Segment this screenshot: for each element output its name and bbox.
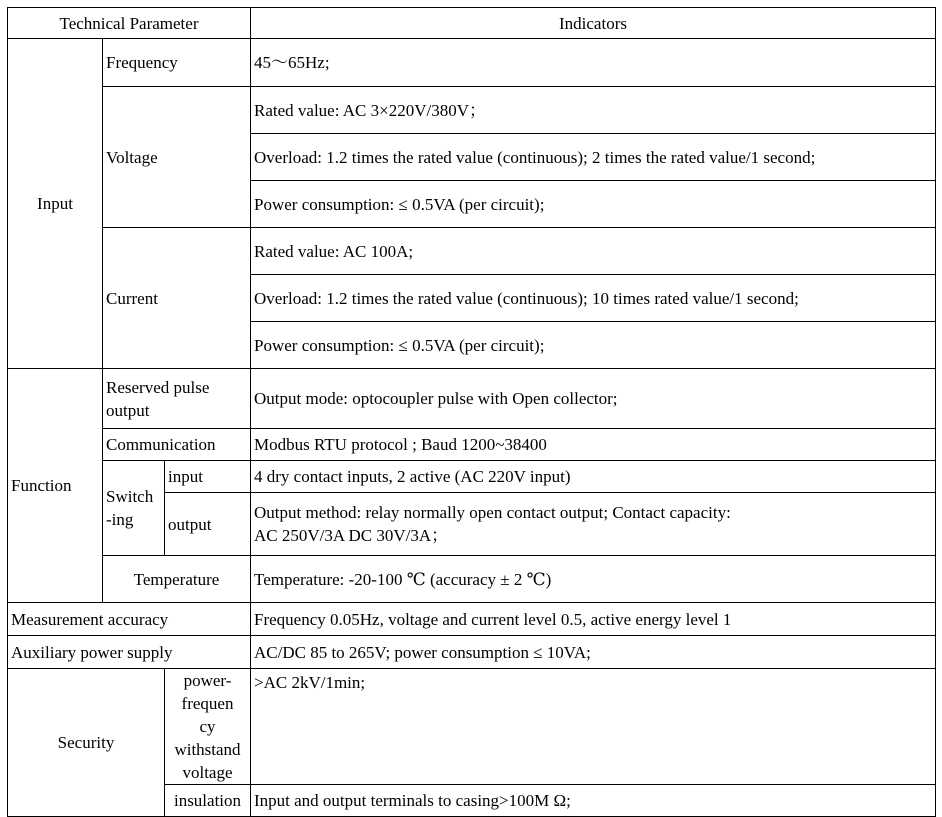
table-row <box>8 429 936 461</box>
measurement-accuracy-value: Frequency 0.05Hz, voltage and current level 0.5, active energy level 1 <box>251 603 936 636</box>
communication-label: Communication <box>103 429 251 461</box>
table-row <box>8 556 936 603</box>
voltage-overload-value: Overload: 1.2 times the rated value (continuous); 2 times the rated value/1 second; <box>251 134 936 181</box>
switching-output-value-line1: Output method: relay normally open contact output; Contact capacity: <box>254 503 731 522</box>
switching-output-value <box>251 493 936 556</box>
frequency-label: Frequency <box>103 39 251 87</box>
measurement-accuracy-label: Measurement accuracy <box>8 603 251 636</box>
temperature-label: Temperature <box>103 556 251 603</box>
withstand-voltage-value: >AC 2kV/1min; <box>251 669 936 785</box>
current-overload-value: Overload: 1.2 times the rated value (continuous); 10 times rated value/1 second; <box>251 275 936 322</box>
switching-label-line2: -ing <box>106 510 134 529</box>
insulation-value: Input and output terminals to casing>100M Ω; <box>251 785 936 817</box>
pulse-output-label-line1: Reserved pulse <box>106 377 210 397</box>
switching-output-label: output <box>165 493 251 556</box>
voltage-power-consumption-value: Power consumption: ≤ 0.5VA (per circuit); <box>251 181 936 228</box>
table-row <box>8 228 936 275</box>
section-input-label: Input <box>8 39 103 369</box>
auxiliary-power-label: Auxiliary power supply <box>8 636 251 669</box>
withstand-voltage-label-line3: voltage <box>182 763 233 782</box>
table-row <box>8 87 936 134</box>
section-security-label: Security <box>8 669 165 817</box>
current-label: Current <box>103 228 251 369</box>
header-row <box>8 8 936 39</box>
table-row <box>8 461 936 493</box>
withstand-voltage-label-line1: power-frequen <box>181 671 234 713</box>
table-row <box>8 39 936 87</box>
technical-parameter-table <box>7 7 936 817</box>
frequency-value: 45～65Hz; <box>251 39 936 87</box>
table-row <box>8 669 936 785</box>
withstand-voltage-label-line2: cy withstand <box>174 717 241 759</box>
table-row <box>8 603 936 636</box>
temperature-value: Temperature: -20-100 ℃ (accuracy ± 2 ℃) <box>251 556 936 603</box>
pulse-output-value: Output mode: optocoupler pulse with Open collector; <box>251 369 936 429</box>
current-power-consumption-value: Power consumption: ≤ 0.5VA (per circuit); <box>251 322 936 369</box>
pulse-output-label <box>103 369 251 429</box>
current-rated-value: Rated value: AC 100A; <box>251 228 936 275</box>
withstand-voltage-label <box>165 669 251 785</box>
switching-label <box>103 461 165 556</box>
communication-value: Modbus RTU protocol ; Baud 1200~38400 <box>251 429 936 461</box>
header-indicators: Indicators <box>251 8 936 39</box>
switching-input-label: input <box>165 461 251 493</box>
table-row <box>8 636 936 669</box>
header-technical-parameter: Technical Parameter <box>8 8 251 39</box>
switching-output-value-line2: AC 250V/3A DC 30V/3A； <box>254 526 449 545</box>
table-row <box>8 369 936 429</box>
insulation-label: insulation <box>165 785 251 817</box>
pulse-output-label-line2: output <box>106 400 150 420</box>
switching-label-line1: Switch <box>106 487 154 506</box>
auxiliary-power-value: AC/DC 85 to 265V; power consumption ≤ 10VA; <box>251 636 936 669</box>
switching-input-value: 4 dry contact inputs, 2 active (AC 220V input) <box>251 461 936 493</box>
voltage-rated-value: Rated value: AC 3×220V/380V； <box>251 87 936 134</box>
voltage-label: Voltage <box>103 87 251 228</box>
section-function-label: Function <box>8 369 103 603</box>
